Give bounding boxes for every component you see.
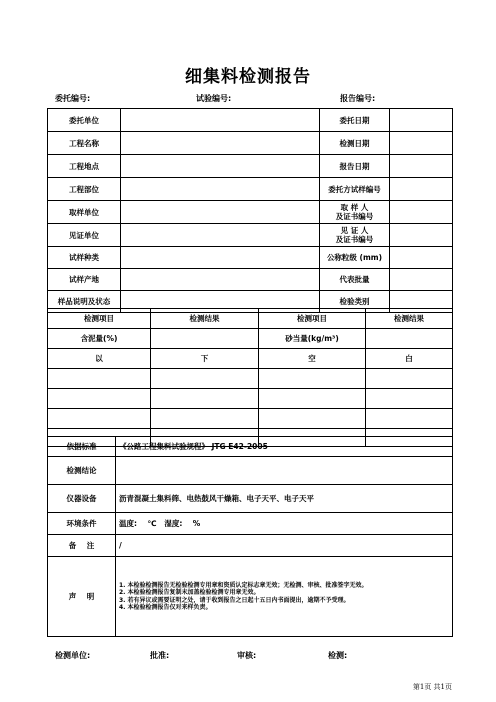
report-title: 细集料检测报告 (185, 67, 311, 87)
info-left-label: 工程部位 (48, 178, 121, 201)
info-row (48, 109, 453, 132)
empty-cell[interactable] (366, 389, 453, 409)
empty-cell[interactable] (366, 409, 453, 429)
info-right-label: 委托日期 (320, 109, 390, 132)
info-left-value[interactable] (121, 224, 320, 247)
empty-cell[interactable] (259, 369, 366, 389)
info-left-label: 样品说明及状态 (48, 291, 121, 313)
results-row (48, 409, 453, 429)
info-row (48, 178, 453, 201)
info-left-value[interactable] (121, 269, 320, 291)
empty-cell[interactable] (259, 409, 366, 429)
info-right-value[interactable] (390, 269, 453, 291)
info-right-value[interactable] (390, 178, 453, 201)
results-head-item: 检测项目 (48, 309, 151, 329)
blank-marker: 以 (48, 349, 151, 369)
info-right-label: 报告日期 (320, 155, 390, 178)
conclusion-row (48, 457, 453, 485)
remark-row (48, 535, 453, 557)
mud-content-label: 含泥量(%) (48, 329, 151, 349)
standard-label: 依据标准 (48, 437, 116, 457)
empty-cell[interactable] (366, 369, 453, 389)
results-row (48, 389, 453, 409)
info-right-value[interactable] (390, 201, 453, 224)
statement-item: 3. 若有异议或需要证明之处，请于收到报告之日起十五日内书面提出，逾期不予受理。 (119, 596, 350, 604)
info-row (48, 201, 453, 224)
empty-cell[interactable] (48, 389, 151, 409)
blank-marker: 下 (151, 349, 259, 369)
client-no-label: 委托编号: (55, 94, 91, 103)
info-row (48, 247, 453, 269)
info-right-value[interactable] (390, 109, 453, 132)
info-left-value[interactable] (121, 178, 320, 201)
test-no-label: 试验编号: (196, 94, 232, 103)
blank-marker: 空 (259, 349, 366, 369)
empty-cell[interactable] (151, 409, 259, 429)
empty-cell[interactable] (151, 369, 259, 389)
equipment-label: 仪器设备 (48, 485, 116, 513)
info-right-value[interactable] (390, 247, 453, 269)
results-head-result: 检测结果 (366, 309, 453, 329)
info-left-value[interactable] (121, 247, 320, 269)
results-row (48, 369, 453, 389)
info-row (48, 132, 453, 155)
empty-cell[interactable] (151, 389, 259, 409)
info-table (47, 108, 453, 313)
environment-label: 环境条件 (48, 513, 116, 535)
info-right-label: 公称粒级 (mm) (320, 247, 390, 269)
info-right-value[interactable] (390, 132, 453, 155)
empty-cell[interactable] (48, 409, 151, 429)
environment-value: 温度: ℃ 湿度: % (116, 513, 453, 535)
info-left-value[interactable] (121, 155, 320, 178)
info-left-label: 试样种类 (48, 247, 121, 269)
standard-value: 《公路工程集料试验规程》 JTG E42-2005 (116, 437, 453, 457)
info-row (48, 269, 453, 291)
report-no-label: 报告编号: (340, 94, 376, 103)
info-row (48, 224, 453, 247)
standard-row (48, 437, 453, 457)
footer-review: 审核: (237, 651, 257, 660)
results-row (48, 329, 453, 349)
mud-content-value[interactable] (151, 329, 259, 349)
info-left-label: 见证单位 (48, 224, 121, 247)
empty-cell[interactable] (259, 389, 366, 409)
remark-label: 备 注 (48, 535, 116, 557)
info-left-value[interactable] (121, 201, 320, 224)
statement-item: 2. 本检验检测报告复制未加盖检验检测专用章无效。 (119, 589, 260, 596)
equipment-row (48, 485, 453, 513)
results-head-result: 检测结果 (151, 309, 259, 329)
results-head-item: 检测项目 (259, 309, 366, 329)
info-left-label: 工程地点 (48, 155, 121, 178)
info-left-label: 工程名称 (48, 132, 121, 155)
statement-item: 1. 本检验检测报告无检验检测专用章和资质认定标志章无效；无检测、审核、批准签字无效。 (119, 581, 368, 589)
info-left-value[interactable] (121, 109, 320, 132)
results-table (47, 308, 453, 447)
info-left-label: 试样产地 (48, 269, 121, 291)
statement-item: 4. 本检验检测报告仅对来样负责。 (119, 604, 212, 611)
sand-equivalent-label: 砂当量(kg/m³) (259, 329, 366, 349)
equipment-value: 沥青混凝土集料筛、电热鼓风干燥箱、电子天平、电子天平 (116, 485, 453, 513)
info-right-label: 见 证 人 及证书编号 (320, 224, 390, 247)
lower-table (47, 436, 453, 637)
page-number: 第1页 共1页 (412, 683, 452, 691)
info-right-label: 委托方试样编号 (320, 178, 390, 201)
blank-marker: 白 (366, 349, 453, 369)
empty-cell[interactable] (48, 369, 151, 389)
footer-test: 检测: (328, 651, 348, 660)
remark-value: / (116, 535, 453, 557)
results-head-row (48, 309, 453, 329)
statement-label: 声 明 (48, 557, 116, 637)
info-row (48, 155, 453, 178)
environment-row (48, 513, 453, 535)
info-left-label: 取样单位 (48, 201, 121, 224)
blank-marker-row (48, 349, 453, 369)
info-right-label: 检验类别 (320, 291, 390, 313)
info-right-value[interactable] (390, 155, 453, 178)
info-right-label: 代表批量 (320, 269, 390, 291)
info-left-label: 委托单位 (48, 109, 121, 132)
conclusion-value[interactable] (116, 457, 453, 485)
info-right-label: 取 样 人 及证书编号 (320, 201, 390, 224)
statement-row (48, 557, 453, 637)
footer-test-unit: 检测单位: (55, 651, 91, 660)
info-left-value[interactable] (121, 132, 320, 155)
info-right-label: 检测日期 (320, 132, 390, 155)
footer-approve: 批准: (150, 651, 170, 660)
statement-list (116, 557, 453, 637)
sand-equivalent-value[interactable] (366, 329, 453, 349)
info-right-value[interactable] (390, 224, 453, 247)
conclusion-label: 检测结论 (48, 457, 116, 485)
